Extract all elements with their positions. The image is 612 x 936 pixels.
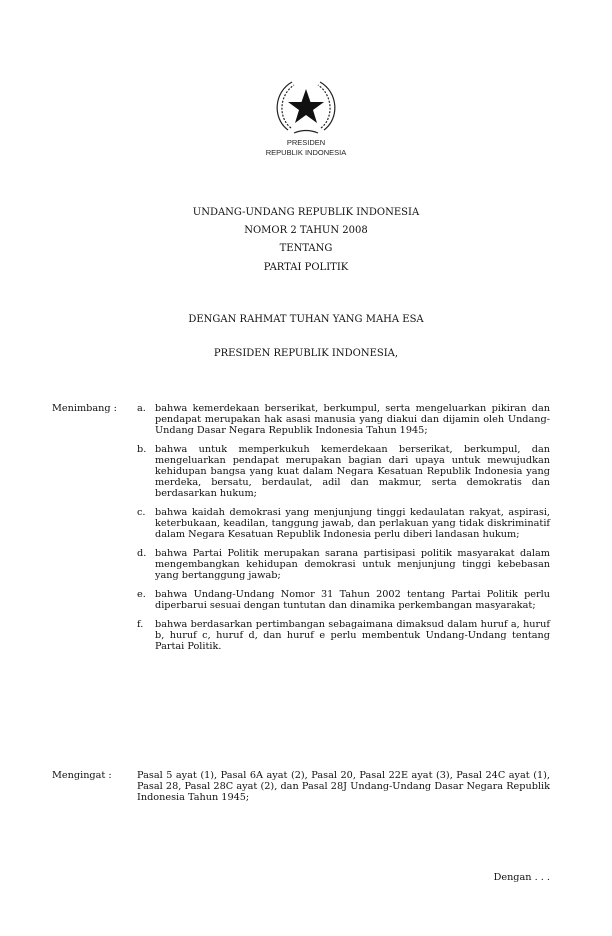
menimbang-section bbox=[52, 403, 550, 660]
menimbang-item bbox=[52, 444, 550, 499]
item-text: bahwa untuk memperkukuh kemerdekaan berserikat, berkumpul, dan mengeluarkan pendapat merupakan bagian dari upaya untuk mewujudkan kehidupan bangsa yang kuat dalam Negara Kesatuan Republik Indonesia yang merdeka, bersatu, berdaulat, adil dan makmur, serta demokratis dan berdasarkan hukum; bbox=[155, 444, 550, 499]
item-text: bahwa Partai Politik merupakan sarana partisipasi politik masyarakat dalam mengembangkan kehidupan demokrasi untuk menjunjung tinggi kebebasan yang bertanggung jawab; bbox=[155, 548, 550, 581]
law-subject: PARTAI POLITIK bbox=[263, 262, 349, 273]
item-text: bahwa berdasarkan pertimbangan sebagaimana dimaksud dalam huruf a, huruf b, huruf c, huruf d, dan huruf e perlu membentuk Undang-Undang tentang Partai Politik. bbox=[155, 619, 550, 652]
menimbang-label: Menimbang : bbox=[52, 403, 117, 414]
law-title: UNDANG-UNDANG REPUBLIK INDONESIA bbox=[192, 207, 420, 218]
menimbang-item bbox=[52, 589, 550, 611]
menimbang-item bbox=[52, 548, 550, 581]
item-letter: f. bbox=[137, 619, 144, 630]
mengingat-text: Pasal 5 ayat (1), Pasal 6A ayat (2), Pasal 20, Pasal 22E ayat (3), Pasal 24C ayat (1), Pasal 28, Pasal 28C ayat (2), dan Pasal 28J Undang-Undang Dasar Negara Republik Indonesia Tahun 1945; bbox=[137, 770, 550, 803]
menimbang-item bbox=[52, 619, 550, 652]
mengingat-label: Mengingat : bbox=[52, 770, 112, 781]
item-letter: d. bbox=[137, 548, 147, 559]
item-text: bahwa kaidah demokrasi yang menjunjung tinggi kedaulatan rakyat, aspirasi, keterbukaan, keadilan, tanggung jawab, dan perlakuan yang tidak diskriminatif dalam Negara Kesatuan Republik Indonesia perlu diberi landasan hukum; bbox=[155, 507, 550, 540]
seal-caption-presiden: PRESIDEN bbox=[286, 138, 326, 147]
presidential-seal-emblem bbox=[266, 78, 346, 138]
item-text: bahwa Undang-Undang Nomor 31 Tahun 2002 tentang Partai Politik perlu diperbarui sesuai dengan tuntutan dan dinamika perkembangan masyarakat; bbox=[155, 589, 550, 611]
seal-caption-republik: REPUBLIK INDONESIA bbox=[265, 148, 347, 157]
menimbang-item bbox=[52, 507, 550, 540]
law-number: NOMOR 2 TAHUN 2008 bbox=[244, 225, 368, 236]
item-letter: b. bbox=[137, 444, 147, 455]
item-letter: c. bbox=[137, 507, 146, 518]
page-continuation: Dengan . . . bbox=[493, 872, 550, 883]
item-letter: e. bbox=[137, 589, 146, 600]
law-tentang: TENTANG bbox=[279, 243, 333, 254]
item-letter: a. bbox=[137, 403, 146, 414]
preamble: DENGAN RAHMAT TUHAN YANG MAHA ESA bbox=[188, 314, 424, 325]
president-heading: PRESIDEN REPUBLIK INDONESIA, bbox=[213, 348, 399, 359]
menimbang-item bbox=[52, 403, 550, 436]
mengingat-section bbox=[52, 770, 550, 811]
item-text: bahwa kemerdekaan berserikat, berkumpul, serta mengeluarkan pikiran dan pendapat merupakan hak asasi manusia yang diakui dan dijamin oleh Undang-Undang Dasar Negara Republik Indonesia Tahun 1945; bbox=[155, 403, 550, 436]
